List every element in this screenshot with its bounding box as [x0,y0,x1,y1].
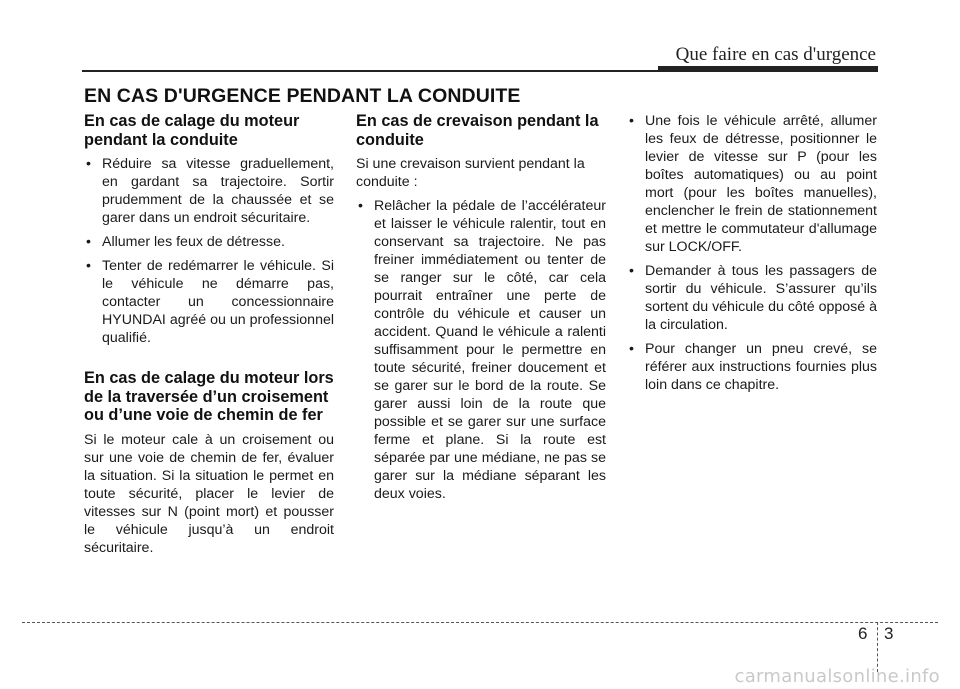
column-1 [84,112,334,563]
bullet-icon: • [629,263,634,279]
bullet-list [627,112,877,394]
list-item: • Demander à tous les passagers de sortir du véhicule. S’assurer qu’ils sortent du véhicule du côté opposé à la circulation. [629,263,877,333]
section-title: EN CAS D'URGENCE PENDANT LA CONDUITE [84,85,521,107]
paragraph-intro: Si une crevaison survient pendant la conduite : [356,156,585,190]
bullet-icon: • [629,113,634,129]
footer-separator [877,622,878,672]
paragraph: Si le moteur cale à un croisement ou sur une voie de chemin de fer, évaluer la situation. Si la situation le permet en toute sécurité, placer le levier de vitesses sur N (point mort) et pousser le véhicule jusqu’à un endroit sécuritaire. [84,431,334,556]
bullet-icon: • [629,341,634,357]
header-title: Que faire en cas d'urgence [675,44,876,65]
subheading-engine-stall-driving: En cas de calage du moteur pendant la conduite [84,112,300,149]
bullet-icon: • [86,258,91,274]
watermark: carmanualsonline.info [734,666,940,687]
list-item: • Réduire sa vitesse graduellement, en gardant sa trajectoire. Sortir prudemment de la chaussée et se garer dans un endroit sécuritaire. [86,156,334,226]
bullet-icon: • [86,234,91,250]
subheading-engine-stall-crossing: En cas de calage du moteur lors de la traversée d’un croisement ou d’une voie de chemin de fer [84,369,334,424]
list-item: • Relâcher la pédale de l’accélérateur et laisser le véhicule ralentir, tout en conservant sa trajectoire. Ne pas freiner immédiatement ou tenter de se ranger sur le côté, car cela pourrait entraîner une perte de contrôle du véhicule et causer un accident. Quand le véhicule a ralenti suffisamment pour le permettre en toute sécurité, freiner doucement et se garer sur le bord de la route. Se garer aussi loin de la route que possible et se garer sur une surface ferme et plane. Si la route est séparée par une médiane, ne pas se garer sur la médiane séparant les deux voies. [358,198,606,502]
bullet-list [356,197,606,503]
subheading-flat-tire: En cas de crevaison pendant la conduite [356,112,599,149]
bullet-list [84,155,334,347]
bullet-icon: • [358,198,363,214]
page-number: 3 [884,624,894,643]
list-item: • Pour changer un pneu crevé, se référer aux instructions fournies plus loin dans ce chapitre. [629,341,877,393]
footer-rule [22,622,938,623]
list-item: • Une fois le véhicule arrêté, allumer les feux de détresse, positionner le levier de vitesse sur P (pour les boîtes automatiques) ou au point mort (pour les boîtes manuelles), enclencher le frein de stationnement et mettre le commutateur d'allumage sur LOCK/OFF. [629,113,877,255]
list-item: • Tenter de redémarrer le véhicule. Si le véhicule ne démarre pas, contacter un concessionnaire HYUNDAI agréé ou un professionnel qualifié. [86,258,334,346]
column-2 [356,112,606,509]
list-item: • Allumer les feux de détresse. [86,234,285,250]
header-rule-accent [658,66,878,72]
chapter-number: 6 [858,624,868,643]
bullet-icon: • [86,156,91,172]
column-3 [627,112,877,400]
